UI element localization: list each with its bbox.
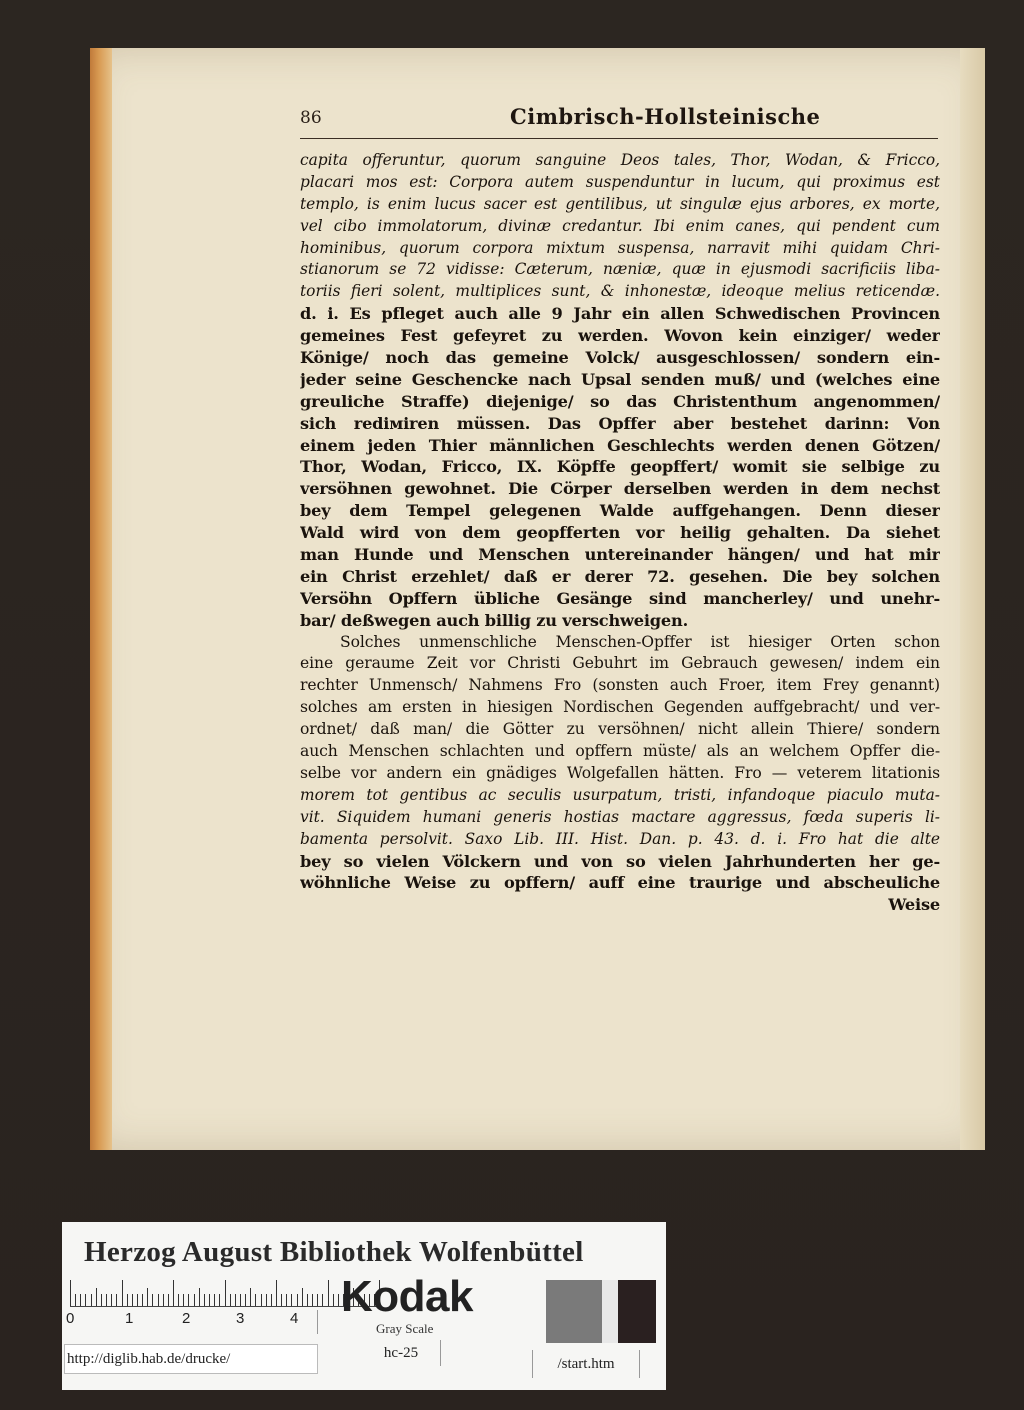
- ruler-tick: [338, 1294, 339, 1306]
- ruler-tick: [276, 1280, 277, 1306]
- ruler-tick: [122, 1280, 123, 1306]
- ruler-tick: [70, 1280, 71, 1306]
- text-line: Wald wird von dem geopfferten vor heilig gehalten. Da siehet: [300, 523, 940, 543]
- start-page-path: /start.htm: [532, 1350, 640, 1378]
- divider: [317, 1310, 318, 1334]
- ruler-tick: [255, 1294, 256, 1306]
- ruler-tick: [137, 1294, 138, 1306]
- ruler-tick: [106, 1294, 107, 1306]
- text-line: Versöhn Opffern übliche Gesänge sind mancherley/ und unehr-: [300, 588, 940, 608]
- ruler-digit: 2: [182, 1310, 191, 1327]
- text-line: wöhnliche Weise zu opffern/ auff eine traurige und abscheuliche: [300, 873, 940, 893]
- ruler-tick: [307, 1294, 308, 1306]
- ruler-tick: [183, 1294, 184, 1306]
- running-head: Cimbrisch-Hollsteinische: [510, 104, 821, 129]
- ruler-tick: [194, 1294, 195, 1306]
- ruler-tick: [111, 1294, 112, 1306]
- text-line: bey so vielen Völckern und von so vielen Jahrhunderten her ge-: [300, 851, 940, 871]
- ruler-tick: [127, 1294, 128, 1306]
- ruler-tick: [178, 1294, 179, 1306]
- ruler-tick: [322, 1294, 323, 1306]
- ruler-tick: [147, 1288, 148, 1306]
- text-line: hominibus, quorum corpora mixtum suspensa, narravit mihi quidam Chri-: [300, 238, 940, 257]
- page-gutter: [960, 48, 985, 1150]
- text-line: sich rediміren müssen. Das Opffer aber bestehet darinn: Von: [300, 413, 940, 433]
- digital-library-url: http://diglib.hab.de/drucke/: [64, 1344, 318, 1374]
- ruler-tick: [75, 1294, 76, 1306]
- ruler-tick: [158, 1294, 159, 1306]
- text-line: placari mos est: Corpora autem suspenduntur in lucum, qui proximus est: [300, 172, 940, 191]
- ruler-tick: [85, 1294, 86, 1306]
- text-line: rechter Unmensch/ Nahmens Fro (sonsten auch Froer, item Frey genannt): [300, 676, 940, 695]
- ruler-tick: [230, 1294, 231, 1306]
- ruler-tick: [214, 1294, 215, 1306]
- ruler-tick: [209, 1294, 210, 1306]
- ruler-tick: [96, 1288, 97, 1306]
- ruler-tick: [116, 1294, 117, 1306]
- ruler-digit: 1: [125, 1310, 134, 1327]
- text-line: stianorum se 72 vidisse: Cæterum, næniæ, quæ in ejusmodi sacrificiis liba-: [300, 260, 940, 279]
- ruler-tick: [152, 1294, 153, 1306]
- text-line: ordnet/ daß man/ die Götter zu versöhnen/ nicht allein Thiere/ sondern: [300, 720, 940, 739]
- text-line: ein Christ erzehlet/ daß er derer 72. gesehen. Die bey solchen: [300, 566, 940, 586]
- ruler-tick: [199, 1288, 200, 1306]
- text-line: Weise: [888, 895, 940, 915]
- text-line: morem tot gentibus ac seculis usurpatum, tristi, infandoque piaculo muta-: [300, 785, 940, 804]
- ruler-tick: [188, 1294, 189, 1306]
- ruler-digit: 0: [66, 1310, 75, 1327]
- text-line: selbe vor andern ein gnädiges Wolgefallen hätten. Fro — veterem litationis: [300, 763, 940, 782]
- text-line: capita offeruntur, quorum sanguine Deos tales, Thor, Wodan, & Fricco,: [300, 151, 940, 169]
- text-line: vit. Siquidem humani generis hostias mactare aggressus, fœda superis li-: [300, 807, 940, 826]
- text-line: Könige/ noch das gemeine Volck/ ausgeschlossen/ sondern ein-: [300, 348, 940, 368]
- gray-scale-label: Gray Scale: [376, 1321, 434, 1336]
- ruler-tick: [317, 1294, 318, 1306]
- ruler-tick: [101, 1294, 102, 1306]
- ruler-tick: [142, 1294, 143, 1306]
- text-line: toriis fieri solent, multiplices sunt, & inhonestæ, ideoque melius reticendæ.: [300, 282, 940, 301]
- text-line: bar/ deßwegen auch billig zu verschweigen.: [300, 610, 689, 630]
- library-name: Herzog August Bibliothek Wolfenbüttel: [84, 1236, 584, 1268]
- text-line: bey dem Tempel gelegenen Walde auffgehangen. Denn dieser: [300, 501, 940, 521]
- gray-swatch-light: [602, 1280, 618, 1343]
- ruler-tick: [297, 1294, 298, 1306]
- ruler-tick: [173, 1280, 174, 1306]
- ruler-tick: [240, 1294, 241, 1306]
- ruler-tick: [271, 1294, 272, 1306]
- text-line: d. i. Es pfleget auch alle 9 Jahr ein allen Schwedischen Provincen: [300, 304, 940, 324]
- ruler-tick: [286, 1294, 287, 1306]
- text-line: versöhnen gewohnet. Die Cörper derselben werden in dem nechst: [300, 479, 940, 499]
- ruler-tick: [132, 1294, 133, 1306]
- ruler-tick: [219, 1294, 220, 1306]
- ruler-tick: [80, 1294, 81, 1306]
- page-header: [300, 104, 938, 139]
- ruler-tick: [245, 1294, 246, 1306]
- ruler-digit: 3: [236, 1310, 245, 1327]
- text-line: auch Menschen schlachten und opffern müste/ als an welchem Opffer die-: [300, 742, 940, 761]
- page-number: 86: [300, 108, 322, 128]
- ruler-tick: [291, 1294, 292, 1306]
- scale-ruler: [70, 1278, 380, 1307]
- text-line: templo, is enim lucus sacer est gentilibus, ut singulæ ejus arbores, ex morte,: [300, 194, 940, 213]
- ruler-tick: [235, 1294, 236, 1306]
- ruler-tick: [328, 1280, 329, 1306]
- text-line: bamenta persolvit. Saxo Lib. III. Hist. Dan. p. 43. d. i. Fro hat die alte: [300, 829, 940, 848]
- text-line: Solches unmenschliche Menschen-Opffer ist hiesiger Orten schon: [340, 632, 940, 651]
- ruler-digit: 4: [290, 1310, 299, 1327]
- text-line: eine geraume Zeit vor Christi Gebuhrt im Gebrauch gewesen/ indem ein: [300, 654, 940, 673]
- ruler-tick: [333, 1294, 334, 1306]
- ruler-tick: [261, 1294, 262, 1306]
- gray-swatch-dark: [618, 1280, 656, 1343]
- body-text: [300, 150, 940, 916]
- ruler-tick: [168, 1294, 169, 1306]
- ruler-tick: [91, 1294, 92, 1306]
- text-line: greuliche Straffe) diejenige/ so das Christenthum angenommen/: [300, 391, 940, 411]
- text-line: solches am ersten in hiesigen Nordischen Gegenden auffgebracht/ und ver-: [300, 698, 940, 717]
- page-edge: [90, 48, 112, 1150]
- ruler-tick: [163, 1294, 164, 1306]
- gray-swatch-mid: [546, 1280, 602, 1343]
- text-line: Thor, Wodan, Fricco, IX. Köpffe geopffert/ womit sie selbige zu: [300, 457, 940, 477]
- text-line: vel cibo immolatorum, divinæ credantur. Ibi enim canes, qui pendent cum: [300, 216, 940, 235]
- text-line: einem jeden Thier männlichen Geschlechts werden denen Götzen/: [300, 435, 940, 455]
- ruler-tick: [225, 1280, 226, 1306]
- shelf-code: hc-25: [362, 1340, 441, 1366]
- text-line: jeder seine Geschencke nach Upsal senden muß/ und (welches eine: [300, 369, 940, 389]
- kodak-logo: Kodak: [341, 1272, 473, 1321]
- ruler-tick: [204, 1294, 205, 1306]
- ruler-tick: [302, 1288, 303, 1306]
- library-label: [62, 1222, 666, 1390]
- ruler-tick: [312, 1294, 313, 1306]
- ruler-tick: [250, 1288, 251, 1306]
- text-line: man Hunde und Menschen untereinander hängen/ und hat mir: [300, 545, 940, 565]
- text-line: gemeines Fest gefeyret zu werden. Wovon kein einziger/ weder: [300, 326, 940, 346]
- ruler-tick: [266, 1294, 267, 1306]
- ruler-tick: [281, 1294, 282, 1306]
